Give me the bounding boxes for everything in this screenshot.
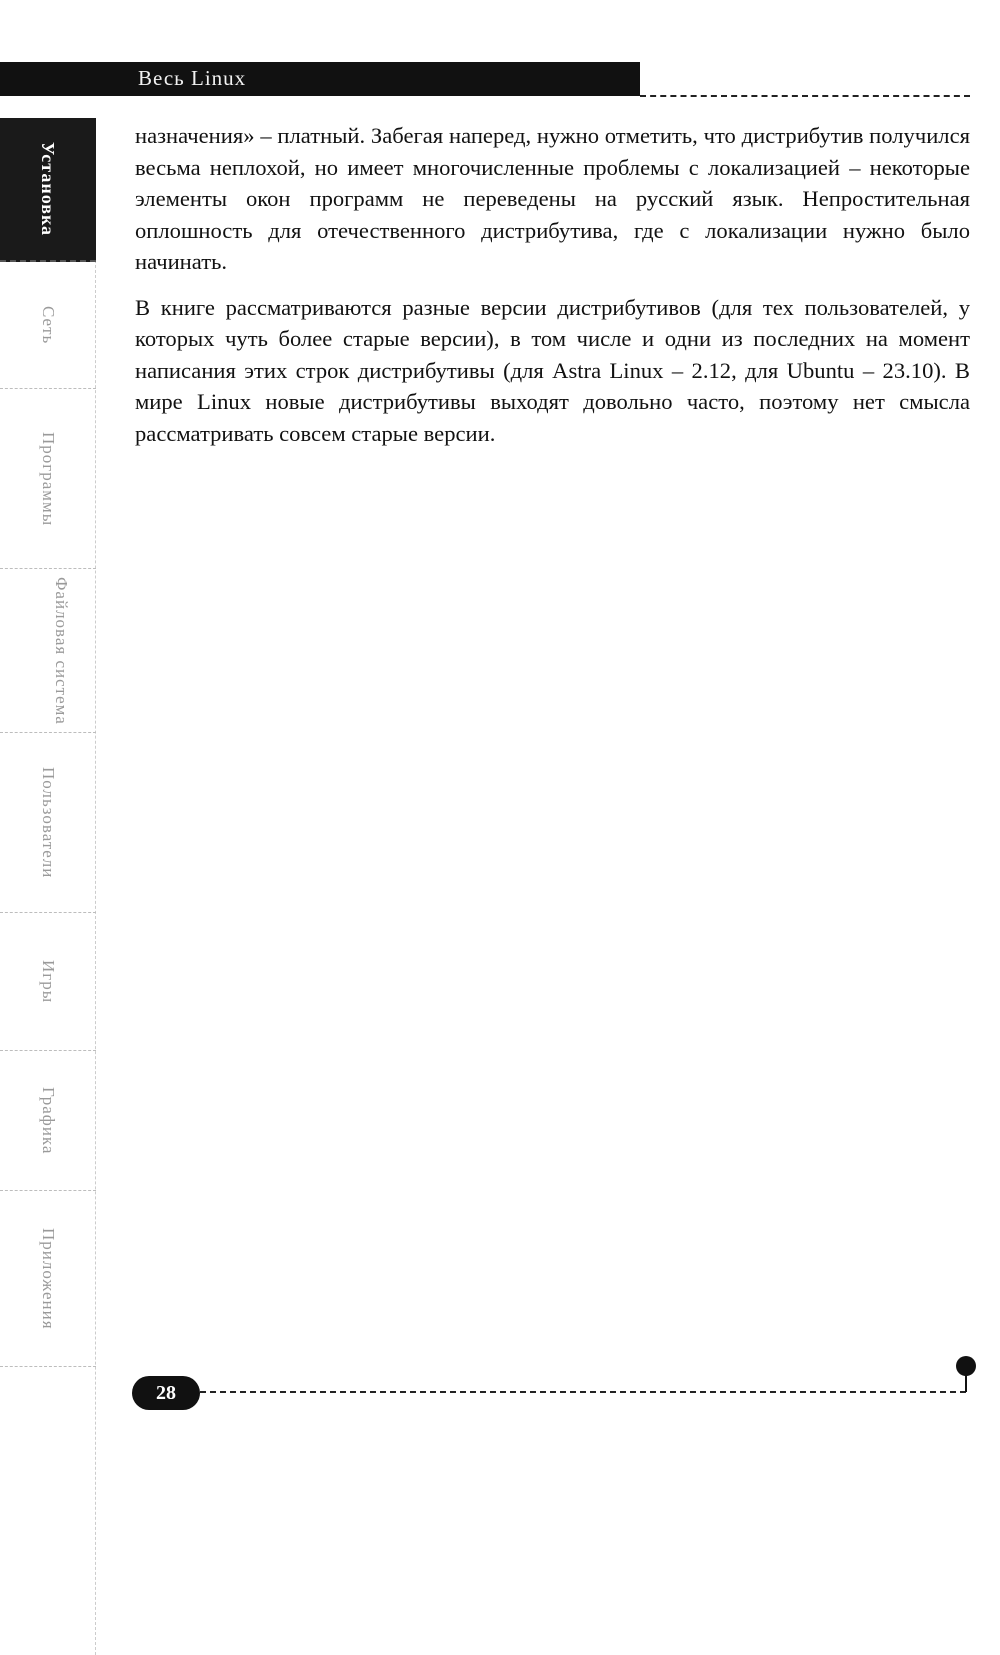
chapter-tab-games[interactable] <box>0 914 96 1051</box>
footer-divider <box>200 1391 966 1393</box>
page-number: 28 <box>156 1381 176 1404</box>
footer-marker-dot <box>956 1356 976 1376</box>
chapter-tab-label: Приложения <box>39 1228 58 1330</box>
chapter-tab-filesystem[interactable] <box>0 570 96 733</box>
chapter-tab-label: Сеть <box>39 305 58 345</box>
chapter-tab-graphics[interactable] <box>0 1052 96 1191</box>
chapter-tab-label: Графика <box>39 1087 58 1155</box>
page-body <box>135 120 970 463</box>
chapter-tab-label: Игры <box>39 960 58 1004</box>
header-bar <box>0 62 640 96</box>
header-divider <box>640 95 970 97</box>
page-number-badge <box>132 1376 200 1410</box>
chapter-tab-applications[interactable] <box>0 1192 96 1367</box>
paragraph: В книге рассматриваются разные версии дистрибутивов (для тех пользователей, у которых чуть более старые версии), в том числе и одни из последних на момент написания этих строк дистрибутивы (для Astra Linux – 2.12, для Ubuntu – 23.10). В мире Linux новые дистрибутивы выходят довольно часто, поэтому нет смысла рассматривать совсем старые версии. <box>135 294 970 446</box>
chapter-tab-network[interactable] <box>0 262 96 389</box>
chapter-tab-installation[interactable] <box>0 118 96 262</box>
chapter-tab-label: Установка <box>38 141 58 237</box>
book-title: Весь Linux <box>138 66 247 90</box>
chapter-tab-label: Файловая система <box>52 577 71 725</box>
chapter-tab-label: Программы <box>39 431 58 527</box>
footer-marker-stem <box>965 1374 967 1392</box>
chapter-tab-users[interactable] <box>0 734 96 913</box>
chapter-tab-label: Пользователи <box>39 767 58 879</box>
paragraph: назначения» – платный. Забегая наперед, нужно отметить, что дистрибутив получился весьма неплохой, но имеет многочисленные проблемы с локализацией – некоторые элементы окон программ не переведены на русский язык. Непростительная оплошность для отечественного дистрибутива, где с локализации нужно было начинать. <box>135 123 970 274</box>
chapter-tab-programs[interactable] <box>0 390 96 569</box>
